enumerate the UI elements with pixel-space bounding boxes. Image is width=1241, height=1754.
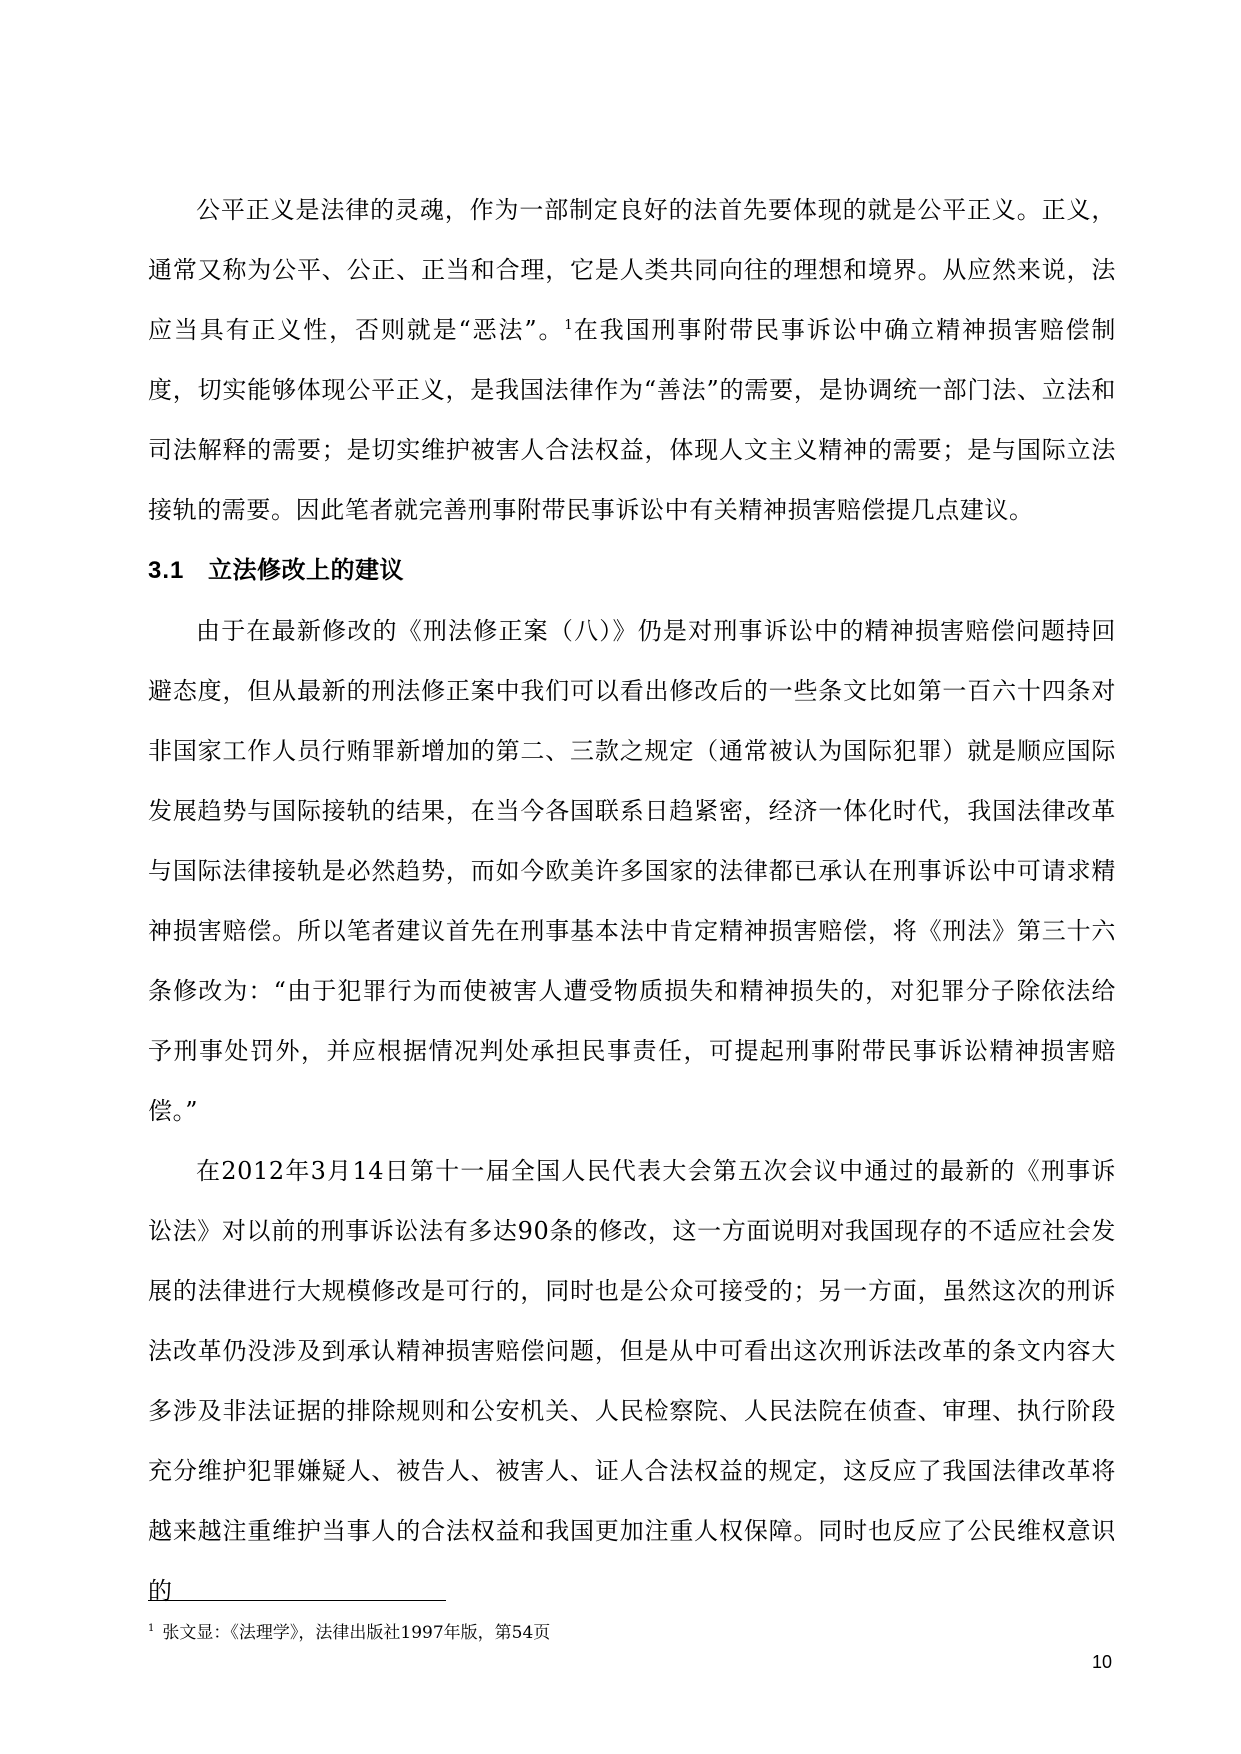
paragraph-justice	[148, 180, 1116, 540]
paragraph-criminal-law-amendment: 由于在最新修改的《刑法修正案（八）》仍是对刑事诉讼中的精神损害赔偿问题持回避态度，但从最新的刑法修正案中我们可以看出修改后的一些条文比如第一百六十四条对非国家工作人员行贿罪新增加的第二、三款之规定（通常被认为国际犯罪）就是顺应国际发展趋势与国际接轨的结果，在当今各国联系日趋紧密，经济一体化时代，我国法律改革与国际法律接轨是必然趋势，而如今欧美许多国家的法律都已承认在刑事诉讼中可请求精神损害赔偿。所以笔者建议首先在刑事基本法中肯定精神损害赔偿，将《刑法》第三十六条修改为：“由于犯罪行为而使被害人遭受物质损失和精神损失的，对犯罪分子除依法给予刑事处罚外，并应根据情况判处承担民事责任，可提起刑事附带民事诉讼精神损害赔偿。”	[148, 617, 1116, 1125]
page-number: 10	[1091, 1652, 1112, 1672]
footnote-text: 张文显：《法理学》，法律出版社1997年版，第54页	[162, 1623, 551, 1643]
section-heading	[148, 540, 1116, 601]
paragraph-justice-text-continued: 在我国刑事附带民事诉讼中确立精神损害赔偿制度，切实能够体现公平正义，是我国法律作为“善法”的需要，是协调统一部门法、立法和司法解释的需要；是切实维护被害人合法权益，体现人文主义精神的需要；是与国际立法接轨的需要。因此笔者就完善刑事附带民事诉讼中有关精神损害赔偿提几点建议。	[148, 316, 1116, 524]
paragraph-justice-text: 公平正义是法律的灵魂，作为一部制定良好的法首先要体现的就是公平正义。正义，通常又称为公平、公正、正当和合理，它是人类共同向往的理想和境界。从应然来说，法应当具有正义性，否则就是“恶法”。	[148, 196, 1116, 344]
section-title: 立法修改上的建议	[208, 556, 404, 584]
footnote-mark: 1	[148, 1623, 155, 1635]
footnote	[148, 1622, 1116, 1644]
section-number: 3.1	[148, 557, 185, 584]
footnote-divider	[148, 1600, 446, 1601]
paragraph-criminal-procedure-law: 在2012年3月14日第十一届全国人民代表大会第五次会议中通过的最新的《刑事诉讼法》对以前的刑事诉讼法有多达90条的修改，这一方面说明对我国现存的不适应社会发展的法律进行大规模修改是可行的，同时也是公众可接受的；另一方面，虽然这次的刑诉法改革仍没涉及到承认精神损害赔偿问题，但是从中可看出这次刑诉法改革的条文内容大多涉及非法证据的排除规则和公安机关、人民检察院、人民法院在侦查、审理、执行阶段充分维护犯罪嫌疑人、被告人、被害人、证人合法权益的规定，这反应了我国法律改革将越来越注重维护当事人的合法权益和我国更加注重人权保障。同时也反应了公民维权意识的	[148, 1157, 1116, 1605]
footnote-reference[interactable]: 1	[564, 318, 573, 333]
body-text	[148, 180, 1116, 1621]
